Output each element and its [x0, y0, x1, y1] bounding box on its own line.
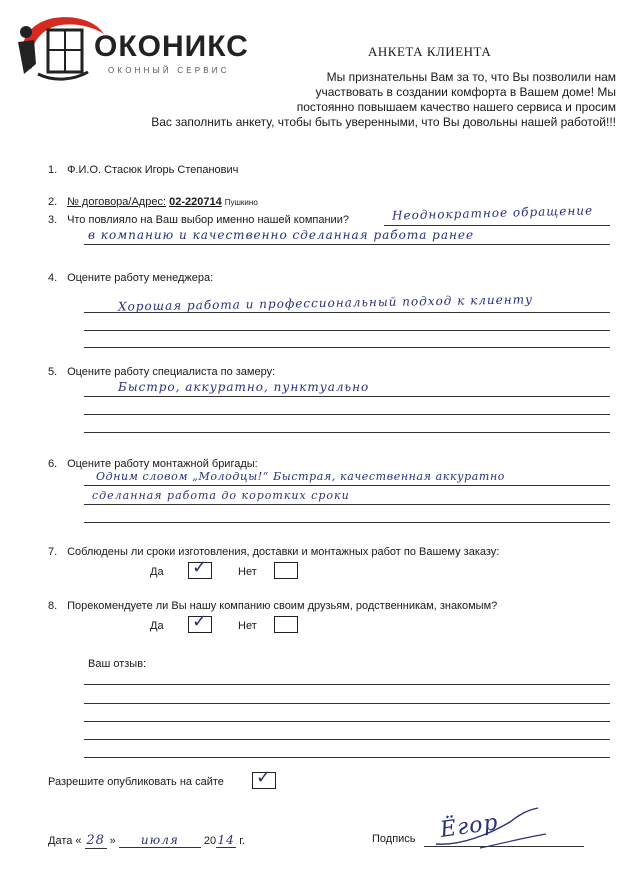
review-line[interactable] — [84, 757, 610, 758]
q2-label: № договора/Адрес: — [67, 196, 167, 208]
answer-line — [84, 244, 610, 245]
answer-line — [84, 330, 610, 331]
brand-name: ОКОНИКС — [94, 30, 249, 63]
q8-label: Порекомендуете ли Вы нашу компанию своим друзьям, родственникам, знакомым? — [67, 600, 498, 612]
intro-text — [60, 70, 616, 130]
date-year-prefix: 20 — [203, 835, 217, 847]
q3-answer-line-2: в компанию и качественно сделанная работа ранее — [88, 228, 475, 242]
date-year: 14 — [217, 833, 235, 847]
q6-label: Оцените работу монтажной бригады: — [67, 458, 258, 470]
question-6: 6. Оцените работу монтажной бригады: — [48, 458, 258, 470]
date-day: 28 — [86, 833, 105, 848]
q1-answer: Стасюк Игорь Степанович — [104, 164, 239, 176]
question-4: 4. Оцените работу менеджера: — [48, 272, 214, 284]
question-7: 7. Соблюдены ли сроки изготовления, доставки и монтажных работ по Вашему заказу: — [48, 546, 500, 558]
q8-yes-label: Да — [150, 620, 164, 632]
review-line[interactable] — [84, 739, 610, 740]
question-1: 1. Ф.И.О. Стасюк Игорь Степанович — [48, 164, 239, 176]
q4-label: Оцените работу менеджера: — [67, 272, 214, 284]
check-icon: ✓ — [192, 611, 208, 632]
check-icon: ✓ — [192, 557, 208, 578]
review-line[interactable] — [84, 703, 610, 704]
intro-line: участвовать в создании комфорта в Вашем доме! Мы — [315, 85, 616, 99]
answer-line — [84, 432, 610, 433]
answer-line — [84, 522, 610, 523]
q7-label: Соблюдены ли сроки изготовления, доставки и монтажных работ по Вашему заказу: — [67, 546, 500, 558]
q7-no-label: Нет — [238, 566, 257, 578]
q6-answer-line-2: сделанная работа до коротких сроки — [92, 489, 350, 502]
answer-line — [84, 414, 610, 415]
q3-answer-line-1: Неоднократное обращение — [391, 203, 594, 223]
q5-answer-line-1: Быстро, аккуратно, пунктуально — [118, 380, 370, 394]
signature: Ёгор — [438, 810, 500, 843]
question-8: 8. Порекомендуете ли Вы нашу компанию своим друзьям, родственникам, знакомым? — [48, 600, 498, 612]
check-icon: ✓ — [256, 767, 272, 788]
answer-line — [84, 504, 610, 505]
q2-address: Пушкино — [224, 198, 258, 207]
q3-label: Что повлияло на Ваш выбор именно нашей компании? — [67, 214, 349, 226]
date-label: Дата « — [48, 835, 82, 847]
question-5: 5. Оцените работу специалиста по замеру: — [48, 366, 276, 378]
publish-label: Разрешите опубликовать на сайте — [48, 776, 224, 788]
signature-stroke-icon — [430, 804, 550, 854]
date-close-quote: » — [109, 835, 116, 847]
question-3: 3. Что повлияло на Ваш выбор именно нашей компании? — [48, 214, 349, 226]
q4-answer-line-1: Хорошая работа и профессиональный подход к клиенту — [117, 292, 534, 314]
brand-tagline: ОКОННЫЙ СЕРВИС — [108, 66, 230, 75]
date-month: июля — [119, 833, 201, 848]
q2-contract: 02-220714 — [169, 196, 222, 208]
intro-line: постоянно повышаем качество нашего сервиса и просим — [296, 100, 616, 114]
intro-line: Мы признательны Вам за то, что Вы позволили нам — [326, 70, 616, 84]
answer-line — [84, 485, 610, 486]
answer-line — [84, 312, 610, 313]
signature-label: Подпись — [372, 833, 416, 845]
review-label: Ваш отзыв: — [88, 658, 147, 670]
q7-yes-label: Да — [150, 566, 164, 578]
review-line[interactable] — [84, 684, 610, 685]
intro-line: Вас заполнить анкету, чтобы быть уверенными, что Вы довольны нашей работой!!! — [151, 115, 616, 129]
q7-no-checkbox[interactable] — [274, 562, 298, 579]
q6-answer-line-1: Одним словом „Молодцы!“ Быстрая, качественная аккуратно — [96, 470, 506, 483]
q5-label: Оцените работу специалиста по замеру: — [67, 366, 276, 378]
q8-no-checkbox[interactable] — [274, 616, 298, 633]
date-year-end: г. — [239, 835, 245, 847]
answer-line — [84, 347, 610, 348]
q1-label: Ф.И.О. — [67, 164, 102, 176]
form-title: АНКЕТА КЛИЕНТА — [368, 44, 492, 59]
date-field — [48, 833, 245, 849]
review-line[interactable] — [84, 721, 610, 722]
answer-line — [84, 396, 610, 397]
answer-line — [384, 225, 610, 226]
question-2: 2. № договора/Адрес: 02-220714 Пушкино — [48, 196, 258, 208]
q8-no-label: Нет — [238, 620, 257, 632]
